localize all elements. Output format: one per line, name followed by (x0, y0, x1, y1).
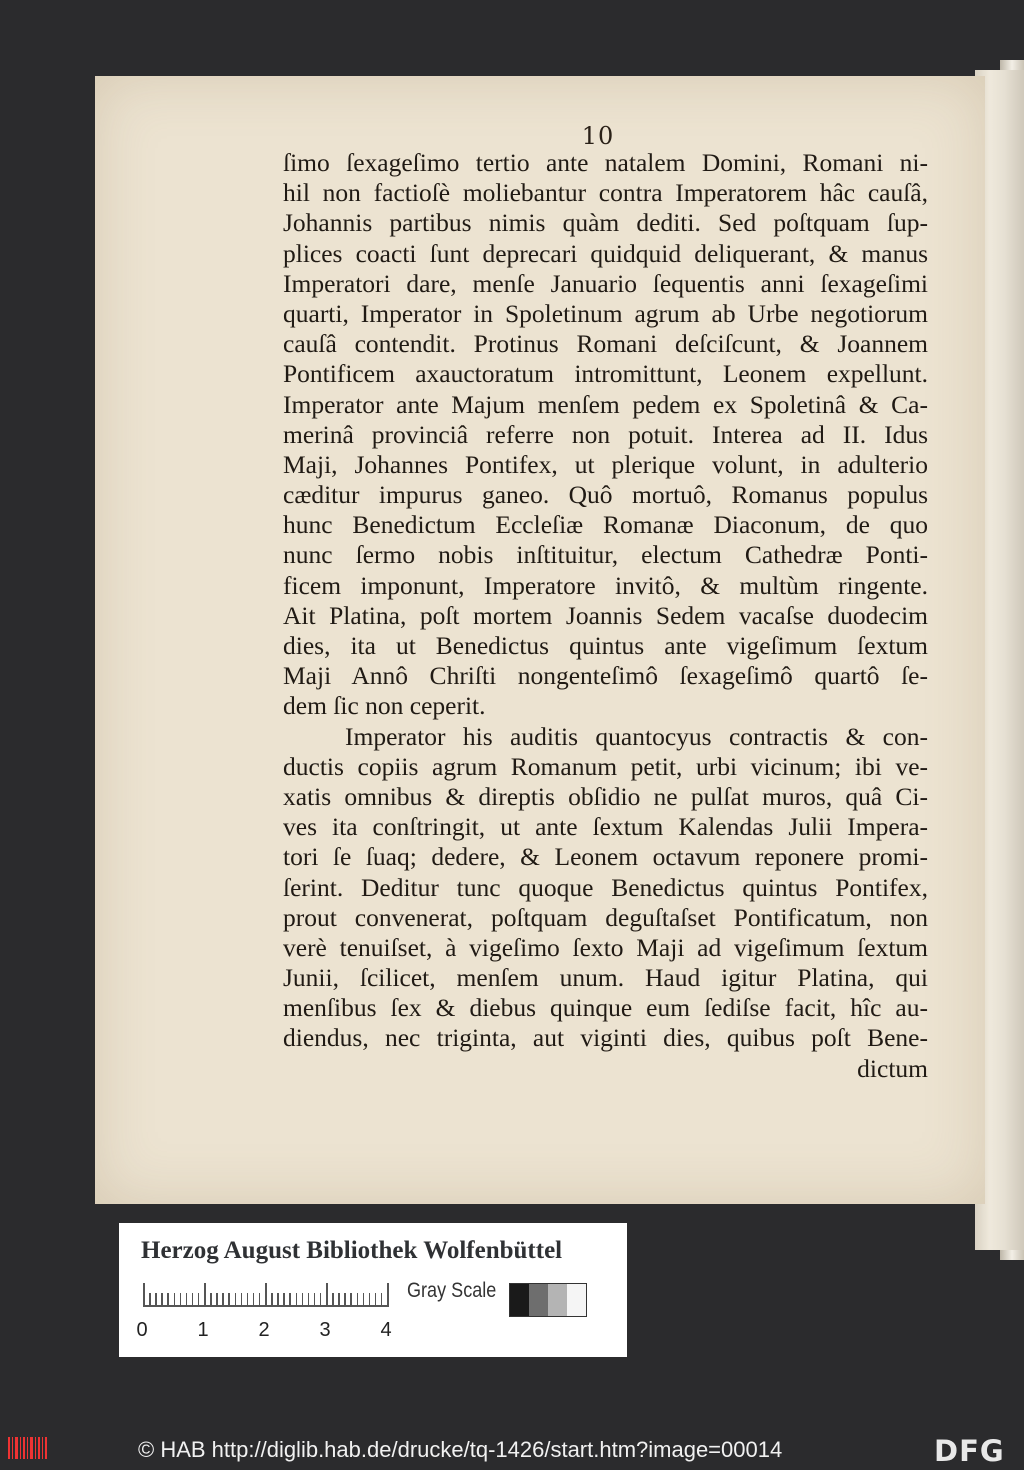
text-line: dies, ita ut Benedictus quintus ante vigeſimum ſextum (283, 631, 928, 660)
ruler-tick (320, 1293, 322, 1307)
ruler-tick (369, 1293, 371, 1307)
ruler-tick (277, 1293, 279, 1307)
text-line: hunc Benedictum Eccleſiæ Romanæ Diaconum, de quo (283, 510, 928, 540)
ruler-tick (344, 1293, 346, 1307)
ruler-tick (332, 1293, 334, 1307)
page-text (283, 148, 928, 1084)
ruler-tick (155, 1293, 157, 1307)
ruler-tick (314, 1293, 316, 1307)
text-line: Imperatori dare, menſe Januario ſequentis anni ſexageſimi (283, 268, 928, 298)
ruler-tick (326, 1283, 328, 1307)
text-line: tori ſe ſuaq; dedere, & Leonem octavum reponere promi- (283, 842, 928, 872)
ruler-tick (161, 1293, 163, 1307)
text-line: Maji, Johannes Pontifex, ut plerique volunt, in adulterio (283, 449, 928, 479)
ruler-tick (167, 1293, 169, 1307)
ruler-tick (235, 1293, 237, 1307)
ruler-tick (381, 1293, 383, 1307)
ruler-tick (149, 1293, 151, 1307)
scale-digit: 0 (136, 1319, 148, 1341)
text-line: ficem imponunt, Imperatore invitô, & multùm ringente. (283, 570, 928, 600)
catchword: dictum (857, 1053, 928, 1083)
gray-swatch (510, 1284, 529, 1316)
scale-digit: 2 (258, 1319, 270, 1341)
ruler-tick (302, 1293, 304, 1307)
ruler-tick (308, 1293, 310, 1307)
ruler-tick (241, 1293, 243, 1307)
text-line: menſibus ſex & diebus quinque eum ſediſse facit, hîc au- (283, 993, 928, 1023)
text-line: ductis copiis agrum Romanum petit, urbi vicinum; ibi ve- (283, 751, 928, 781)
copyright-url[interactable]: © HAB http://diglib.hab.de/drucke/tq-1426/start.htm?image=00014 (138, 1437, 783, 1462)
ruler-tick (204, 1283, 206, 1307)
library-title: Herzog August Bibliothek Wolfenbüttel (141, 1237, 563, 1264)
dfg-logo: DFG (934, 1434, 1005, 1468)
text-line: nunc ſermo nobis inſtituitur, electum Cathedræ Ponti- (283, 540, 928, 570)
gray-scale-label: Gray Scale (407, 1279, 497, 1302)
ruler-tick (259, 1293, 261, 1307)
text-line: Junii, ſcilicet, menſem unum. Haud igitur Platina, qui (283, 963, 928, 993)
text-line: xatis omnibus & direptis obſidio ne pulſat muros, quâ Ci- (283, 781, 928, 811)
gray-swatch (548, 1284, 567, 1316)
ruler-tick (247, 1293, 249, 1307)
text-line: ſerint. Deditur tunc quoque Benedictus quintus Pontifex, (283, 872, 928, 902)
text-line: diendus, nec triginta, aut viginti dies, quibus poſt Bene- (283, 1023, 928, 1053)
text-line: plices coacti ſunt deprecari quidquid deliquerant, & manus (283, 238, 928, 268)
ruler-tick (283, 1293, 285, 1307)
ruler-tick (296, 1293, 298, 1307)
footer (0, 1425, 1024, 1470)
text-line: prout convenerat, poſtquam deguſtaſset Pontificatum, non (283, 902, 928, 932)
ruler-tick (289, 1293, 291, 1307)
ruler-tick (363, 1293, 365, 1307)
barcode-icon (8, 1435, 48, 1461)
text-line: cæditur impurus ganeo. Quô mortuô, Romanus populus (283, 480, 928, 510)
library-color-bar (119, 1223, 627, 1357)
ruler-tick (357, 1293, 359, 1307)
ruler-tick (387, 1283, 389, 1307)
text-line: verè tenuiſset, à vigeſimo ſexto Maji ad vigeſimum ſextum (283, 932, 928, 962)
ruler-tick (198, 1293, 200, 1307)
ruler-tick (350, 1293, 352, 1307)
text-line: Imperator ante Majum menſem pedem ex Spoletinâ & Ca- (283, 389, 928, 419)
text-line: dem ſic non ceperit. (283, 691, 486, 721)
text-line: Pontificem axauctoratum intromittunt, Leonem expellunt. (283, 359, 928, 389)
ruler-tick (338, 1293, 340, 1307)
text-line: quarti, Imperator in Spoletinum agrum ab Urbe negotiorum (283, 298, 928, 328)
ruler-tick (180, 1293, 182, 1307)
scale-digit: 1 (197, 1319, 209, 1341)
ruler-tick (253, 1293, 255, 1307)
text-line: ſimo ſexageſimo tertio ante natalem Domini, Romani ni- (283, 148, 928, 177)
text-line: hil non factioſè moliebantur contra Imperatorem hâc cauſâ, (283, 178, 928, 208)
ruler-tick (222, 1293, 224, 1307)
gray-scale-swatches (509, 1283, 587, 1317)
ruler-tick (192, 1293, 194, 1307)
scale-digit: 3 (319, 1319, 331, 1341)
ruler-tick (210, 1293, 212, 1307)
text-line: Ait Platina, poſt mortem Joannis Sedem vacaſse duodecim (283, 600, 928, 630)
ruler-tick (375, 1293, 377, 1307)
ruler-tick (228, 1293, 230, 1307)
gray-swatch (529, 1284, 548, 1316)
scale-digit: 4 (380, 1319, 392, 1341)
text-line: Maji Annô Chriſti nongenteſimô ſexageſimô quartô ſe- (283, 661, 928, 691)
text-line: ves ita conſtringit, ut ante ſextum Kalendas Julii Impera- (283, 812, 928, 842)
ruler-tick (186, 1293, 188, 1307)
ruler-tick (143, 1283, 145, 1307)
gray-swatch (567, 1284, 586, 1316)
page-number: 10 (581, 122, 615, 150)
ruler-tick (265, 1283, 267, 1307)
ruler-tick (216, 1293, 218, 1307)
text-line: Imperator his auditis quantocyus contractis & con- (345, 721, 928, 751)
text-line: cauſâ contendit. Protinus Romani deſciſcunt, & Joannem (283, 329, 928, 359)
ruler-tick (174, 1293, 176, 1307)
text-line: Johannis partibus nimis quàm dediti. Sed poſtquam ſup- (283, 208, 928, 238)
text-line: merinâ provinciâ referre non potuit. Interea ad II. Idus (283, 419, 928, 449)
ruler-tick (271, 1293, 273, 1307)
